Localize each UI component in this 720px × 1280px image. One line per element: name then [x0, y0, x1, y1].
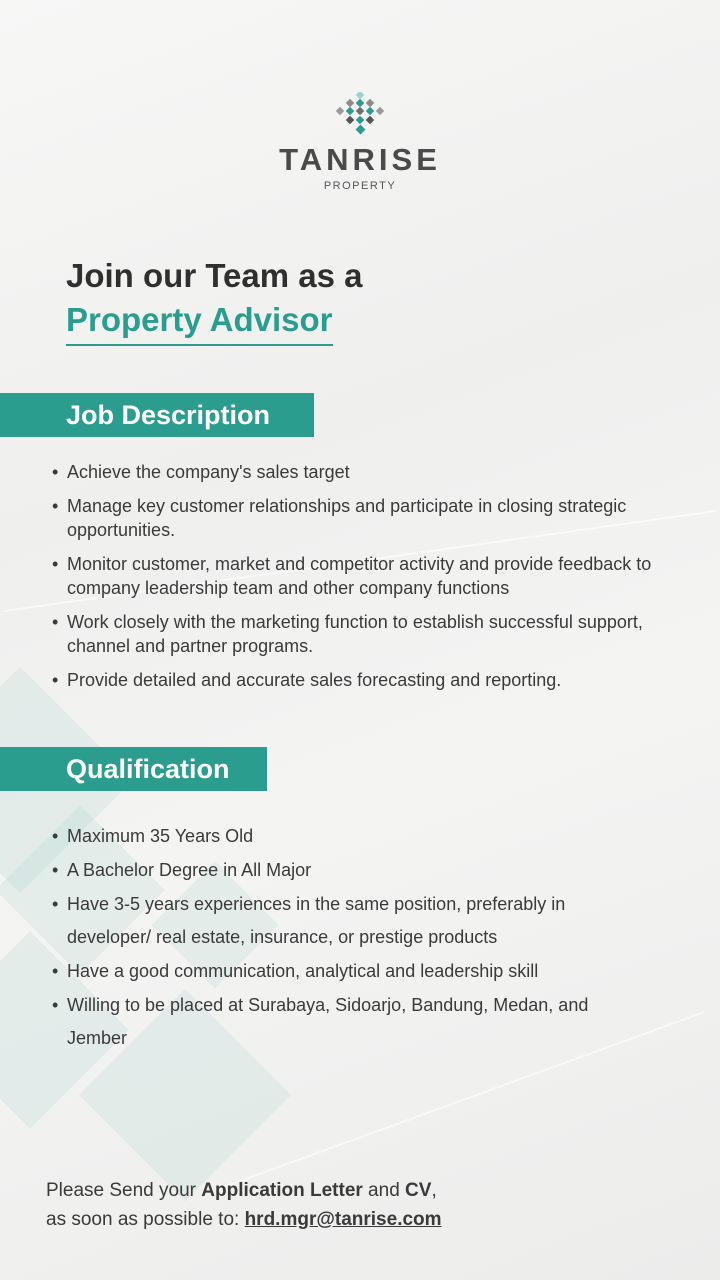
list-item: • Maximum 35 Years Old: [50, 820, 650, 853]
application-instructions: [46, 1176, 442, 1234]
list-item: • Manage key customer relationships and participate in closing strategic opportunities.: [50, 494, 670, 542]
job-description-header: Job Description: [0, 393, 314, 437]
brand-subtitle: PROPERTY: [323, 180, 397, 192]
list-item: • A Bachelor Degree in All Major: [50, 854, 650, 887]
job-description-list: [50, 460, 670, 702]
footer-doc1: Application Letter: [201, 1180, 363, 1201]
qualification-list: [50, 820, 650, 1056]
footer-prefix: Please Send your: [46, 1180, 202, 1201]
email-link[interactable]: hrd.mgr@tanrise.com: [244, 1209, 442, 1230]
list-item: • Have a good communication, analytical and leadership skill: [50, 955, 650, 988]
footer-suffix: ,: [431, 1180, 437, 1201]
footer-line1: [46, 1176, 442, 1205]
brand-logo: [0, 92, 720, 192]
diamond-mosaic-icon: [333, 92, 387, 138]
list-item: • Work closely with the marketing function to establish successful support, channel and partner programs.: [50, 610, 670, 658]
brand-name: TANRISE: [279, 142, 441, 177]
qualification-header: Qualification: [0, 747, 267, 791]
footer-doc2: CV: [405, 1180, 432, 1201]
headline: [66, 254, 362, 346]
list-item: • Monitor customer, market and competitor activity and provide feedback to company leadership team and other company functions: [50, 552, 670, 600]
headline-line2: Property Advisor: [66, 298, 333, 346]
list-item: • Provide detailed and accurate sales forecasting and reporting.: [50, 668, 670, 692]
list-item: • Have 3-5 years experiences in the same position, preferably in developer/ real estate, insurance, or prestige products: [50, 888, 650, 954]
list-item: • Achieve the company's sales target: [50, 460, 670, 484]
footer-line2-prefix: as soon as possible to:: [46, 1209, 245, 1230]
footer-line2: [46, 1205, 442, 1234]
headline-line1: Join our Team as a: [66, 257, 363, 294]
list-item: • Willing to be placed at Surabaya, Sidoarjo, Bandung, Medan, and Jember: [50, 989, 650, 1055]
footer-and: and: [362, 1180, 406, 1201]
